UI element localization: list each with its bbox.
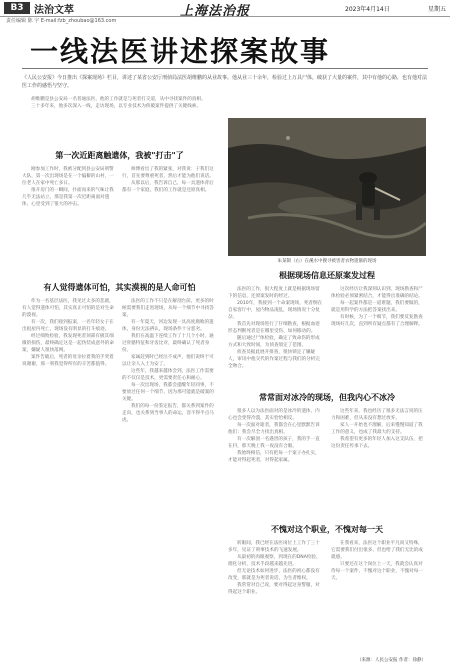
article-title: 一线法医讲述探案故事 — [30, 35, 331, 68]
col4-section3-text — [331, 286, 426, 386]
col1-section1-text-a — [22, 166, 117, 278]
paragraph: 我首先对现场进行了仔细勘查，根据血迹形态判断死者是在哪里受伤、如何移动的。 — [228, 322, 320, 334]
paragraph: 有一年夏天，河边发现一具高度腐败的遗体，身份无法辨认，现场条件十分恶劣。 — [122, 320, 214, 332]
paragraph: 2010年，我接到一个命案现场，死者倒在自家客厅中，屋内物品凌乱，现场情况十分复杂。 — [228, 301, 323, 320]
paragraph: 只要还在这个岗位上一天，我就会认真对待每一个案件，不愧对这个职业，不愧对每一天。 — [331, 562, 423, 581]
paragraph: 家人一开始也不理解，后来慢慢知道了我工作的意义，也成了我最大的支持。 — [331, 423, 423, 435]
article-lead: 《人民公安报》今日推出《探案现场》栏目，讲述了某省公安厅刑侦局法医胡维鹏的从业故事。他从业三十余年，检验过上万具尸体，破获了大量的案件，其中有他的心路，也有他对法医工作的感悟与坚守。 — [22, 75, 428, 89]
section-heading-4: 常常面对冰冷的现场，但我内心不冰冷 — [259, 393, 395, 402]
col1-top-text — [22, 96, 217, 146]
section-heading-2: 有人觉得遗体可怕，其实漠视的是人命可怕 — [43, 283, 196, 292]
paragraph: 我们在高温下连续工作了十几个小时，通过骨骼特征和牙齿比对，最终确认了死者身份。 — [122, 334, 214, 353]
paragraph: 有一次解剖一名遇害的孩子，我的手一直在抖，那天晚上我一夜没有合眼。 — [228, 437, 320, 449]
paragraph: 我希望有更多的年轻人加入这支队伍，把这份责任传承下去。 — [331, 437, 423, 449]
paragraph: 胡维鹏是县公安局一名普通法医，他的工作就是与死者打交道，从中寻找案件的真相。 — [31, 97, 206, 102]
col3-section5-text — [228, 540, 323, 652]
paragraph: 我始终相信，只有把每一个案子办扎实，才能对得起死者，对得起家属。 — [228, 451, 320, 463]
paragraph: 很多人以为法医面对的是冰冷的遗体，内心也会变得冷漠，其实恰恰相反。 — [228, 409, 320, 421]
paragraph: 这些年来，我也经历了很多无法言说的压力和困难，但从来没有想过放弃。 — [331, 409, 423, 421]
paragraph: 经过细致检验，我发现死者颈部有极其细微的损伤，最终确定这是一起伪装成意外的命案，嫌疑人很快落网。 — [22, 334, 114, 353]
issue-weekday: 星期五 — [428, 6, 447, 13]
section-heading-1: 第一次近距离触遗体，我被"打击"了 — [55, 151, 184, 160]
col1-section2-text — [22, 298, 117, 650]
paragraph: 在我看来，法医这个职业平凡而又特殊，它需要我们付出很多，但也给了我们无比的成就感。 — [331, 541, 423, 560]
paragraph: 刚参加工作时，我被分配到县公安局刑警大队，第一次出现场是在一个偏僻的山村，一位老人在家中死亡多日。 — [22, 167, 114, 186]
paragraph: 从最初的肉眼观察，到现在的DNA检验、理化分析，技术手段越来越先进。 — [228, 555, 321, 567]
paragraph: 每一次面对逝者，我都会在心里默默告诉他们：我会尽全力找出真相。 — [228, 423, 320, 435]
col2-section2-text — [122, 298, 217, 650]
paragraph: 有时候，为了一个细节，我们要反复勘查现场好几次，直到所有疑点都有了合理解释。 — [331, 315, 423, 327]
paragraph: 侦查员据此展开排查，很快锁定了嫌疑人，审讯中他交代的作案过程与我们的分析完全吻合。 — [228, 350, 320, 369]
paragraph: 案件告破后，死者的母亲拉着我的手哭着说谢谢，那一刻我觉得所有的辛苦都值得。 — [22, 355, 114, 367]
paragraph: 推开房门的一瞬间，扑面而来的气味让我几乎无法站立，那是我第一次近距离面对遗体，心里受到了很大的冲击。 — [22, 188, 114, 207]
section-heading-5: 不愧对这个职业，不愧对每一天 — [271, 525, 383, 534]
paragraph: 转眼间，我已经在法医岗位上工作了三十多年，见证了刑事技术的飞速发展。 — [228, 541, 320, 553]
col4-section5-text — [331, 540, 426, 652]
col3-section3-text — [228, 286, 323, 386]
col3-section4-text — [228, 408, 323, 518]
section-name: 法治文萃 — [34, 5, 74, 16]
paragraph: 每一次出现场，我都会提醒年轻同事，不要放过任何一个细节，因为那可能就是破案的关键。 — [122, 383, 214, 402]
paragraph: 家属赶到时已经泣不成声，他们说终于可以让亲人入土为安了。 — [122, 355, 214, 367]
paragraph: 我们的每一份鉴定报告，都关系到案件的走向，也关系到当事人的命运，容不得半点马虎。 — [122, 404, 214, 423]
paragraph: 我常常对自己说，要对得起这身警服，对得起这个职业。 — [228, 583, 320, 595]
col1-section1-text-b — [122, 166, 217, 278]
paragraph: 但无论技术如何进步，法医的初心都没有改变，那就是为死者说话，为生者维权。 — [228, 569, 320, 581]
page-number: B3 — [4, 2, 30, 14]
paragraph: 三十多年来，他多次深入一线，走访现场，以专业技术为侦破案件提供了关键线索。 — [31, 104, 201, 109]
paragraph: 法医的工作，很大程度上就是根据现场留下的信息，还原案发时的经过。 — [228, 287, 320, 299]
issue-date: 2023年4月14日 — [345, 6, 390, 13]
masthead: 上海法治报 — [180, 4, 251, 19]
paragraph: 随后通过尸体检验，确定了致命伤的形成方式和大致时间，为侦查划定了范围。 — [228, 336, 320, 348]
paragraph: 法医的工作不只是在解剖台前，更多的时候需要我们走进现场，从每一个细节中寻找答案。 — [122, 299, 214, 318]
title-divider — [22, 68, 428, 69]
photo-illustration — [228, 118, 426, 256]
paragraph: 这次经历让我深刻认识到，现场勘查和尸体检验必须紧密结合，才能得出准确的结论。 — [331, 287, 423, 299]
article-source: （来源：人民公安报 作者：徐静） — [357, 658, 426, 663]
news-photo — [228, 118, 426, 256]
paragraph: 从那以后，我告诉自己，每一具遗体背后都有一个家庭，我们的工作就是还原真相。 — [122, 181, 214, 193]
paragraph: 有一次，我们接到报案，一名年轻女子在出租屋内死亡，现场没有明显的打斗痕迹。 — [22, 320, 114, 332]
paragraph: 师傅看出了我的紧张，对我说：干我们这行，首先要尊重死者，然后才能为他们说话。 — [122, 167, 214, 179]
paragraph: 每一起案件都是一道难题，我们要做的，就是用科学的方法把答案找出来。 — [331, 301, 423, 313]
editor-line: 责任编辑 陈 宇 E-mail:fzb_zhoubao@163.com — [6, 18, 117, 24]
paragraph: 作为一名基层法医，我见过太多的悲剧，有人觉得遗体可怕，其实真正可怕的是对生命的漠视。 — [22, 299, 114, 318]
photo-caption: 朱某制（右）在溪水中搜寻被害者衣物遗骸的现场 — [277, 259, 377, 264]
section-heading-3: 根据现场信息还原案发过程 — [279, 271, 375, 280]
col4-section4-text — [331, 408, 426, 518]
paragraph: 这些年，我越来越体会到，法医工作需要的不仅仅是技术，更需要责任心和耐心。 — [122, 369, 214, 381]
